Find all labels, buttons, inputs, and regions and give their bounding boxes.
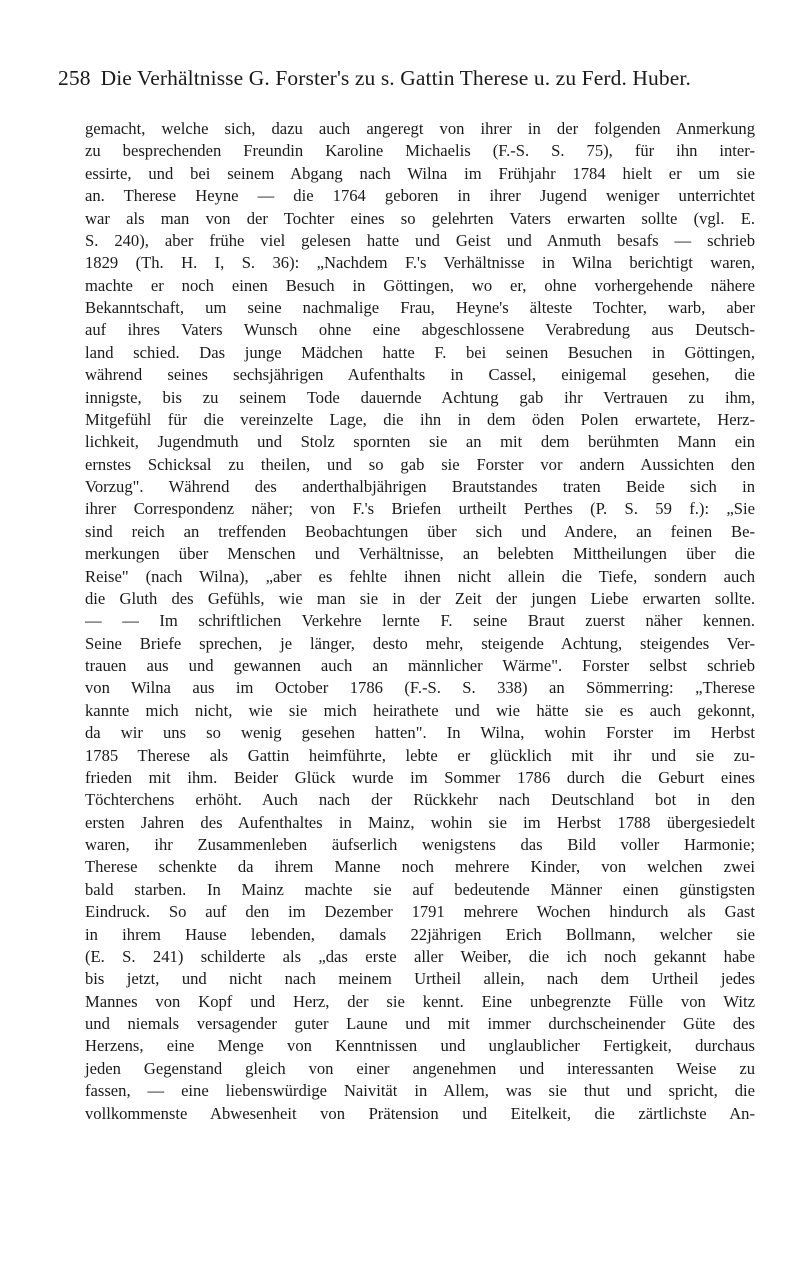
running-title: Die Verhältnisse G. Forster's zu s. Gattin Therese u. zu Ferd. Huber. [100, 66, 691, 90]
text-line: in ihrem Hause lebenden, damals 22jährigen Erich Bollmann, welcher sie [85, 924, 755, 944]
text-line: Bekanntschaft, um seine nachmalige Frau, Heyne's älteste Tochter, warb, aber [85, 298, 755, 317]
text-line: — — Im schriftlichen Verkehre lernte F. seine Braut zuerst näher kennen. [85, 611, 755, 631]
text-line: essirte, und bei seinem Abgang nach Wilna im Frühjahr 1784 hielt er um sie [85, 163, 755, 183]
text-line: Herzens, eine Menge von Kenntnissen und unglaublicher Fertigkeit, durchaus [85, 1036, 755, 1056]
page-header [58, 66, 758, 91]
text-line: vollkommenste Abwesenheit von Prätension und Eitelkeit, die zärtlichste An- [85, 1103, 755, 1123]
text-line: ihrer Correspondenz näher; von F.'s Briefen urtheilt Perthes (P. S. 59 f.): „Sie [85, 499, 755, 519]
page-number: 258 [58, 66, 91, 90]
text-line: Töchterchens erhöht. Auch nach der Rückkehr nach Deutschland bot in den [85, 790, 755, 810]
text-line: S. 240), aber frühe viel gelesen hatte und Geist und Anmuth besafs — schrieb [85, 230, 755, 250]
text-line: zu besprechenden Freundin Karoline Michaelis (F.-S. S. 75), für ihn inter- [85, 141, 755, 161]
text-line: gemacht, welche sich, dazu auch angeregt von ihrer in der folgenden Anmerkung [85, 119, 755, 138]
text-line: an. Therese Heyne — die 1764 geboren in ihrer Jugend weniger unterrichtet [85, 186, 755, 206]
text-line: (E. S. 241) schilderte als „das erste aller Weiber, die ich noch gekannt habe [85, 946, 755, 966]
text-line: und niemals versagender guter Laune und mit immer durchscheinender Güte des [85, 1014, 755, 1033]
text-line: machte er noch einen Besuch in Göttingen, wo er, ohne vorhergehende nähere [85, 275, 755, 295]
text-line: von Wilna aus im October 1786 (F.-S. S. 338) an Sömmerring: „Therese [85, 678, 755, 698]
text-line: merkungen über Menschen und Verhältnisse, an belebten Mittheilungen über die [85, 544, 755, 564]
text-line: ernstes Schicksal zu theilen, und so gab sie Forster vor andern Aussichten den [85, 454, 755, 474]
text-line: fassen, — eine liebenswürdige Naivität in Allem, was sie thut und spricht, die [85, 1081, 755, 1101]
text-line: auf ihres Vaters Wunsch ohne eine abgeschlossene Verabredung aus Deutsch- [85, 320, 755, 340]
text-line: waren, ihr Zusammenleben äufserlich wenigstens das Bild voller Harmonie; [85, 835, 755, 854]
text-line: Vorzug". Während des anderthalbjährigen Brautstandes traten Beide sich in [85, 477, 755, 496]
text-line: Seine Briefe sprechen, je länger, desto mehr, steigende Achtung, steigendes Ver- [85, 633, 755, 653]
text-line: die Gluth des Gefühls, wie man sie in der Zeit der jungen Liebe erwarten sollte. [85, 588, 755, 608]
text-line: 1829 (Th. H. I, S. 36): „Nachdem F.'s Verhältnisse in Wilna berichtigt waren, [85, 253, 755, 273]
text-line: sind reich an treffenden Beobachtungen über sich und Andere, an feinen Be- [85, 521, 755, 541]
text-line: Mannes von Kopf und Herz, der sie kennt. Eine unbegrenzte Fülle von Witz [85, 991, 755, 1011]
text-line: Therese schenkte da ihrem Manne noch mehrere Kinder, von welchen zwei [85, 857, 755, 877]
text-line: bis jetzt, und nicht nach meinem Urtheil allein, nach dem Urtheil jedes [85, 969, 755, 989]
body-text [85, 118, 755, 1125]
text-line: 1785 Therese als Gattin heimführte, lebte er glücklich mit ihr und sie zu- [85, 745, 755, 765]
text-line: lichkeit, Jugendmuth und Stolz spornten sie an mit dem berühmten Mann ein [85, 432, 755, 452]
text-line: jeden Gegenstand gleich von einer angenehmen und interessanten Weise zu [85, 1058, 755, 1078]
text-line: trauen aus und gewannen auch an männlicher Wärme". Forster selbst schrieb [85, 656, 755, 675]
text-line: Reise" (nach Wilna), „aber es fehlte ihnen nicht allein die Tiefe, sondern auch [85, 566, 755, 586]
text-line: war als man von der Tochter eines so gelehrten Vaters erwarten sollte (vgl. E. [85, 208, 755, 228]
text-line: Eindruck. So auf den im Dezember 1791 mehrere Wochen hindurch als Gast [85, 902, 755, 922]
text-line: kannte mich nicht, wie sie mich heirathete und wie hätte sie es auch gekonnt, [85, 700, 755, 720]
text-line: frieden mit ihm. Beider Glück wurde im Sommer 1786 durch die Geburt eines [85, 767, 755, 787]
text-line: ersten Jahren des Aufenthaltes in Mainz, wohin sie im Herbst 1788 übergesiedelt [85, 812, 755, 832]
text-line: innigste, bis zu seinem Tode dauernde Achtung gab ihr Vertrauen zu ihm, [85, 387, 755, 407]
text-line: land schied. Das junge Mädchen hatte F. bei seinen Besuchen in Göttingen, [85, 342, 755, 362]
text-line: da wir uns so wenig gesehen hatten". In Wilna, wohin Forster im Herbst [85, 723, 755, 743]
text-line: während seines sechsjährigen Aufenthalts in Cassel, einigemal gesehen, die [85, 365, 755, 385]
text-line: bald starben. In Mainz machte sie auf bedeutende Männer einen günstigsten [85, 879, 755, 899]
text-line: Mitgefühl für die vereinzelte Lage, die ihn in dem öden Polen erwartete, Herz- [85, 409, 755, 429]
